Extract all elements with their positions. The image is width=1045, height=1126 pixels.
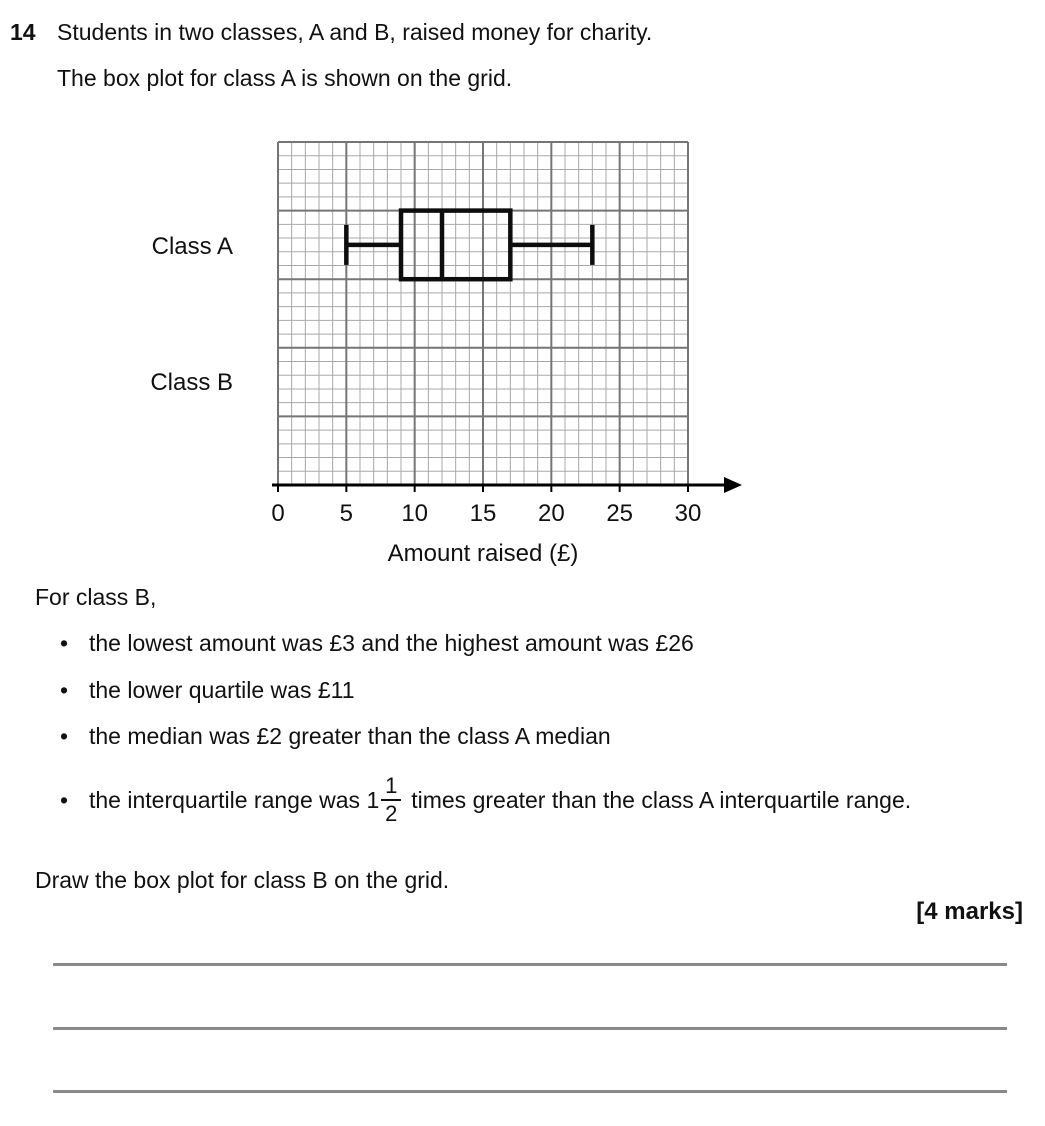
class-b-label: Class B [150, 369, 233, 396]
answer-line [53, 963, 1007, 966]
bullet-item-iqr [60, 762, 911, 838]
svg-text:0: 0 [271, 500, 285, 527]
svg-text:5: 5 [339, 500, 354, 527]
bullet-item-median [60, 723, 611, 750]
bullet-icon: • [60, 723, 69, 749]
bullet-item-lowest-highest [60, 630, 694, 657]
svg-text:25: 25 [606, 500, 634, 527]
boxplot-grid-chart [260, 130, 760, 570]
bullet-text: the median was £2 greater than the class A median [89, 723, 611, 749]
svg-text:20: 20 [537, 500, 565, 527]
svg-text:30: 30 [674, 500, 702, 527]
for-class-b-text: For class B, [35, 584, 157, 610]
bullet-icon: • [60, 630, 69, 656]
svg-text:15: 15 [469, 500, 497, 527]
svg-text:Amount raised (£): Amount raised (£) [387, 540, 579, 567]
fraction-numerator: 1 [385, 772, 398, 798]
answer-line [53, 1090, 1007, 1093]
class-a-label: Class A [151, 233, 233, 260]
bullet-text: the lower quartile was £11 [89, 677, 355, 703]
question-number: 14 [10, 19, 36, 45]
bullet-item-lower-quartile [60, 677, 355, 704]
svg-text:10: 10 [401, 500, 429, 527]
bullet-text-pre: the interquartile range was 1 [89, 786, 380, 813]
bullet-text: the lowest amount was £3 and the highest amount was £26 [89, 630, 694, 656]
answer-line [53, 1027, 1007, 1030]
bullet-text-post: times greater than the class A interquartile range. [411, 786, 912, 813]
fraction-denominator: 2 [385, 801, 398, 826]
fraction-one-half [381, 774, 401, 826]
bullet-icon: • [60, 786, 69, 813]
question-intro-text: Students in two classes, A and B, raised money for charity. [57, 19, 653, 45]
marks-badge: [4 marks] [916, 898, 1023, 925]
draw-instruction-text: Draw the box plot for class B on the grid. [35, 867, 450, 893]
bullet-icon: • [60, 677, 69, 703]
question-line2-text: The box plot for class A is shown on the grid. [57, 65, 513, 91]
